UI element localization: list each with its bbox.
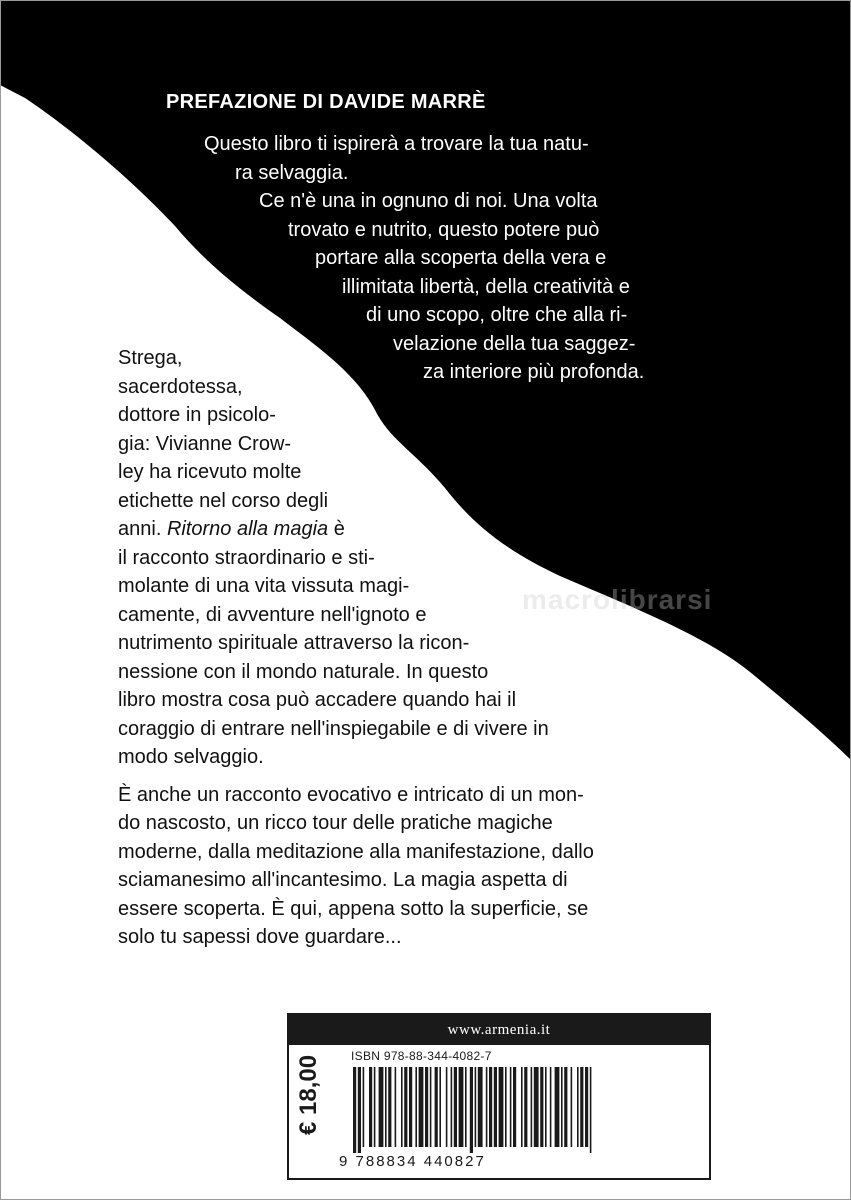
publisher-url: www.armenia.it (289, 1015, 709, 1045)
description-line: sacerdotessa, (118, 376, 243, 398)
barcode-bar (395, 1067, 397, 1147)
preface-line: Ce n'è una in ognuno di noi. Una volta (259, 190, 598, 212)
barcode-bar (379, 1067, 384, 1147)
barcode-bar (499, 1067, 504, 1147)
barcode-bar (510, 1067, 512, 1147)
barcode-bar (505, 1067, 507, 1147)
barcode-bar (446, 1067, 448, 1147)
barcode-bar (415, 1067, 417, 1147)
barcode-bar (564, 1067, 567, 1147)
barcode-bar (385, 1067, 387, 1147)
description-line: sciamanesimo all'incantesimo. La magia aspetta di (118, 869, 568, 891)
description-line: Strega, (118, 347, 183, 369)
barcode-bar (353, 1067, 356, 1153)
description-line: gia: Vivianne Crow- (118, 433, 292, 455)
barcode-bar (555, 1067, 560, 1147)
barcode-bar (388, 1067, 391, 1147)
barcode-bar (531, 1067, 533, 1147)
barcode-bar (513, 1067, 516, 1147)
description-text-span: è (328, 518, 345, 540)
barcode-bar (571, 1067, 573, 1147)
description-line: essere scoperta. È qui, appena sotto la superficie, se (118, 898, 589, 920)
barcode-bar (358, 1067, 361, 1153)
barcode-bar (401, 1067, 403, 1147)
description-text-span: anni. (118, 518, 167, 540)
barcode-bar (459, 1067, 464, 1147)
description-line: È anche un racconto evocativo e intricato di un mon- (118, 784, 584, 806)
barcode-bar (369, 1067, 372, 1147)
barcode-bar (451, 1067, 453, 1147)
barcode-bar (585, 1067, 588, 1147)
description-line: etichette nel corso degli (118, 490, 329, 512)
barcode-bar (550, 1067, 552, 1147)
barcode-bar (494, 1067, 497, 1147)
barcode-bar (534, 1067, 539, 1147)
isbn-label: ISBN 978-88-344-4082-7 (351, 1049, 492, 1063)
description-line: nutrimento spirituale attraverso la ricon- (118, 632, 470, 654)
preface-line: ra selvaggia. (235, 162, 349, 184)
preface-line: di uno scopo, oltre che alla ri- (366, 304, 628, 326)
barcode-bar (430, 1067, 432, 1147)
description-line: il racconto straordinario e sti- (118, 547, 375, 569)
preface-heading: PREFAZIONE DI DAVIDE MARRÈ (166, 91, 486, 113)
price-label: € 18,00 (295, 1054, 322, 1135)
barcode-bar (545, 1067, 547, 1147)
barcode-bar (454, 1067, 457, 1147)
description-line: camente, di avventure nell'ignoto e (118, 604, 427, 626)
description-line: nessione con il mondo naturale. In questo (118, 661, 489, 683)
barcode-digits: 9 788834 440827 (339, 1153, 486, 1170)
barcode-bar (577, 1067, 579, 1147)
barcode-bar (425, 1067, 428, 1147)
barcode (353, 1067, 689, 1153)
preface-line: trovato e nutrito, questo potere può (288, 219, 600, 241)
barcode-bar (374, 1067, 376, 1147)
barcode-bar (590, 1067, 592, 1153)
barcode-bar (470, 1067, 473, 1153)
barcode-bar (524, 1067, 527, 1147)
preface-line: portare alla scoperta della vera e (315, 247, 607, 269)
description-line: moderne, dalla meditazione alla manifestazione, dallo (118, 841, 594, 863)
barcode-bar (435, 1067, 438, 1147)
description-line: libro mostra cosa può accadere quando hai il (118, 689, 517, 711)
barcode-bar (561, 1067, 563, 1147)
barcode-bar (363, 1067, 365, 1147)
barcode-bar (478, 1067, 483, 1147)
preface-line: illimitata libertà, della creatività e (342, 276, 630, 298)
barcode-bar (409, 1067, 412, 1147)
description-line: molante di una vita vissuta magi- (118, 575, 410, 597)
barcode-box (287, 1013, 711, 1180)
description-line: solo tu sapessi dove guardare... (118, 926, 402, 948)
barcode-bar (540, 1067, 543, 1147)
preface-line: velazione della tua saggez- (393, 333, 636, 355)
barcode-bar (580, 1067, 583, 1147)
barcode-bar (465, 1067, 467, 1147)
book-title: Ritorno alla magia (166, 518, 329, 540)
description-line: do nascosto, un ricco tour delle pratiche magiche (118, 812, 553, 834)
description-line: coraggio di entrare nell'inspiegabile e di vivere in (118, 718, 549, 740)
barcode-bar (486, 1067, 488, 1147)
description-line: modo selvaggio. (118, 746, 264, 768)
watermark: macrolibrarsi (522, 584, 713, 615)
barcode-bar (475, 1067, 477, 1147)
barcode-bar (489, 1067, 492, 1147)
preface-line: Questo libro ti ispirerà a trovare la tua natu- (204, 133, 589, 155)
barcode-bar (404, 1067, 407, 1147)
description-line: dottore in psicolo- (118, 404, 276, 426)
preface-line: za interiore più profonda. (423, 361, 645, 383)
description-line: ley ha ricevuto molte (118, 461, 302, 483)
description-line-with-title (118, 515, 345, 544)
barcode-bar (439, 1067, 441, 1147)
barcode-bar (521, 1067, 523, 1147)
barcode-bar (419, 1067, 424, 1147)
